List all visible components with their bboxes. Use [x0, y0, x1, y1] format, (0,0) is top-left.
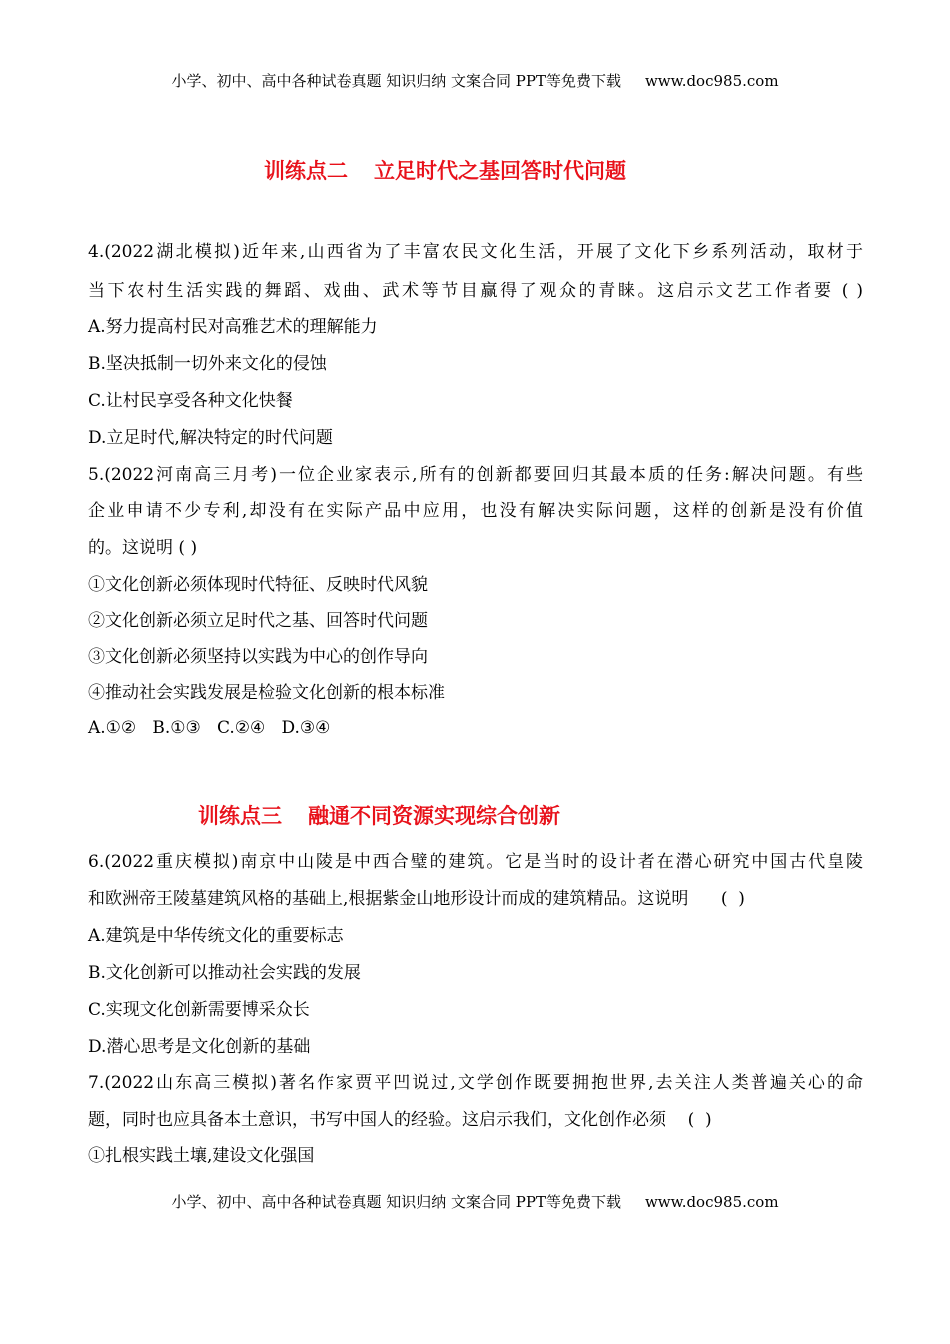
- page-footer: [0, 1191, 950, 1212]
- q5-stem-line-2: 企业申请不少专利,却没有在实际产品中应用，也没有解决实际问题，这样的创新是没有价值: [88, 501, 863, 521]
- section-title-3: [198, 800, 560, 830]
- q7-stem-line-1: 7.(2022山东高三模拟)著名作家贾平凹说过,文学创作既要拥抱世界,去关注人类普遍关心的命: [88, 1073, 863, 1093]
- section-2-title: 立足时代之基回答时代问题: [374, 159, 626, 183]
- q4-stem-line-2: 当下农村生活实践的舞蹈、戏曲、武术等节目赢得了观众的青睐。这启示文艺工作者要 ( ): [88, 281, 863, 301]
- q7-stem-line-2: 题，同时也应具备本土意识，书写中国人的经验。这启示我们，文化创作必须 ( ): [88, 1110, 712, 1130]
- footer-text: 小学、初中、高中各种试卷真题 知识归纳 文案合同 PPT等免费下载: [171, 1193, 621, 1211]
- header-site-link[interactable]: www.doc985.com: [644, 72, 779, 90]
- q6-option-d: D.潜心思考是文化创新的基础: [88, 1037, 311, 1057]
- q5-statement-2: ②文化创新必须立足时代之基、回答时代问题: [88, 611, 428, 631]
- footer-site-link[interactable]: www.doc985.com: [644, 1193, 779, 1211]
- q5-statement-3: ③文化创新必须坚持以实践为中心的创作导向: [88, 647, 428, 667]
- q6-stem-line-1: 6.(2022重庆模拟)南京中山陵是中西合璧的建筑。它是当时的设计者在潜心研究中国古代皇陵: [88, 852, 863, 872]
- q5-stem-line-1: 5.(2022河南高三月考)一位企业家表示,所有的创新都要回归其最本质的任务:解决问题。有些: [88, 465, 863, 485]
- q4-option-a: A.努力提高村民对高雅艺术的理解能力: [88, 317, 378, 337]
- q6-option-a: A.建筑是中华传统文化的重要标志: [88, 926, 344, 946]
- q6-option-c: C.实现文化创新需要博采众长: [88, 1000, 310, 1020]
- q7-statement-1: ①扎根实践土壤,建设文化强国: [88, 1146, 315, 1166]
- header-text: 小学、初中、高中各种试卷真题 知识归纳 文案合同 PPT等免费下载: [171, 72, 621, 90]
- q5-stem-line-3: 的。这说明 ( ): [88, 538, 198, 558]
- q5-statement-4: ④推动社会实践发展是检验文化创新的根本标准: [88, 683, 445, 703]
- q5-choices: A.①② B.①③ C.②④ D.③④: [88, 718, 331, 738]
- q4-option-c: C.让村民享受各种文化快餐: [88, 391, 293, 411]
- q5-statement-1: ①文化创新必须体现时代特征、反映时代风貌: [88, 575, 428, 595]
- q4-option-b: B.坚决抵制一切外来文化的侵蚀: [88, 354, 327, 374]
- section-3-label: 训练点三: [198, 804, 282, 828]
- section-2-label: 训练点二: [264, 159, 348, 183]
- section-3-title: 融通不同资源实现综合创新: [308, 804, 560, 828]
- page-header: [0, 70, 950, 91]
- q4-stem-line-1: 4.(2022湖北模拟)近年来,山西省为了丰富农民文化生活，开展了文化下乡系列活动，取材于: [88, 242, 863, 262]
- q6-stem-line-2: 和欧洲帝王陵墓建筑风格的基础上,根据紫金山地形设计而成的建筑精品。这说明 ( ): [88, 889, 745, 909]
- q4-option-d: D.立足时代,解决特定的时代问题: [88, 428, 333, 448]
- q6-option-b: B.文化创新可以推动社会实践的发展: [88, 963, 361, 983]
- section-title-2: [264, 155, 626, 185]
